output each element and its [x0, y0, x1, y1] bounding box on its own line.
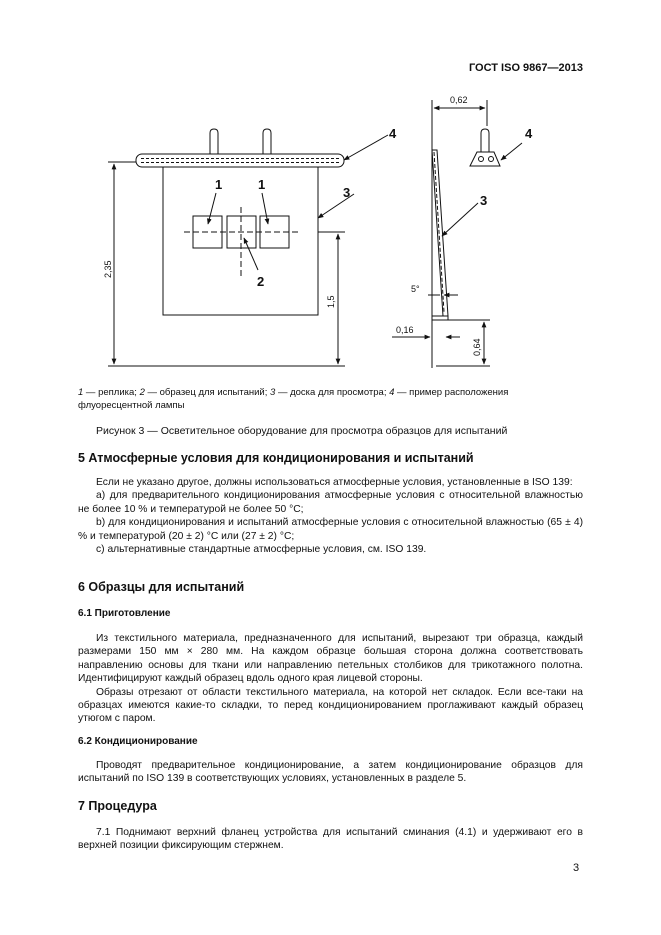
figure-lighting-equipment: [0, 0, 661, 380]
section-6-2-para-1: Проводят предварительное кондиционирование, а затем кондиционирование образцов для испытаний по ISO 139 в соответствующих условиях, установленных в разделе 5.: [78, 760, 583, 785]
dim-1-5: 1,5: [326, 295, 336, 308]
lamp-tube: [136, 154, 344, 167]
section-5-title: 5 Атмосферные условия для кондиционирования и испытаний: [78, 451, 474, 465]
callout-4-left: 4: [389, 126, 397, 141]
lamp-post-left: [210, 129, 218, 154]
figure-legend: 1 — реплика; 2 — образец для испытаний; 3 — доска для просмотра; 4 — пример расположения флуоресцентной лампы: [78, 387, 509, 411]
callout-3-right: 3: [480, 193, 488, 208]
dim-2-35: 2,35: [103, 260, 113, 278]
section-6-1-body: [78, 632, 583, 726]
section-7-body: [78, 826, 583, 853]
section-5-item-b: b) для кондиционирования и испытаний атмосферные условия с относительной влажностью (65 ± 4) % и температурой (20 ± 2) °С или (27 ± 2) °С;: [78, 517, 583, 542]
dim-0-62: 0,62: [450, 95, 468, 105]
viewing-board: [163, 167, 318, 315]
lamp-post-right: [263, 129, 271, 154]
callout-1-left-b: 1: [258, 177, 266, 192]
callout-1-left-a: 1: [215, 177, 223, 192]
angle-5-deg: 5°: [411, 284, 420, 294]
section-5-body: [78, 476, 583, 556]
section-7-para-1: 7.1 Поднимают верхний фланец устройства для испытаний сминания (4.1) и удерживают его в верхней позиции фиксирующим стержнем.: [78, 827, 583, 852]
section-5-item-c: с) альтернативные стандартные атмосферные условия, см. ISO 139.: [96, 544, 427, 556]
section-6-title: 6 Образцы для испытаний: [78, 580, 245, 594]
callout-2-left: 2: [257, 274, 265, 289]
section-6-1-para-1: Из текстильного материала, предназначенного для испытаний, вырезают три образца, каждый размерами 150 мм × 280 мм. На каждом образце большая сторона должна соответствовать направлению основы для ткани или направлению петельных столбиков для трикотажного полотна. Идентифицируют каждый образец вдоль одного края лицевой стороны.: [78, 633, 583, 685]
section-6-2-title: 6.2 Кондиционирование: [78, 736, 198, 747]
section-6-1-para-2: Образы отрезают от области текстильного материала, на которой нет складок. Если все-таки на образцах имеются какие-то складки, то перед кондиционированием проглаживают каждый образец утюгом с паром.: [78, 686, 583, 725]
dim-0-64: 0,64: [472, 338, 482, 356]
figure-caption: Рисунок 3 — Осветительное оборудование для просмотра образцов для испытаний: [96, 425, 508, 437]
dim-0-16: 0,16: [396, 325, 414, 335]
callout-4-right: 4: [525, 126, 533, 141]
callout-3-left: 3: [343, 185, 351, 200]
document-header: ГОСТ ISO 9867—2013: [468, 62, 583, 74]
section-6-1-title: 6.1 Приготовление: [78, 608, 171, 619]
section-6-2-body: [78, 759, 583, 786]
section-7-title: 7 Процедура: [78, 799, 157, 813]
lamp-side: [481, 129, 489, 152]
section-5-intro: Если не указано другое, должны использоваться атмосферные условия, установленные в ISO 139:: [96, 477, 573, 488]
page-number: 3: [573, 862, 580, 874]
section-5-item-a: a) для предварительного кондиционирования атмосферные условия с относительной влажностью не более 10 % и температурой не более 50 °С;: [78, 490, 583, 515]
